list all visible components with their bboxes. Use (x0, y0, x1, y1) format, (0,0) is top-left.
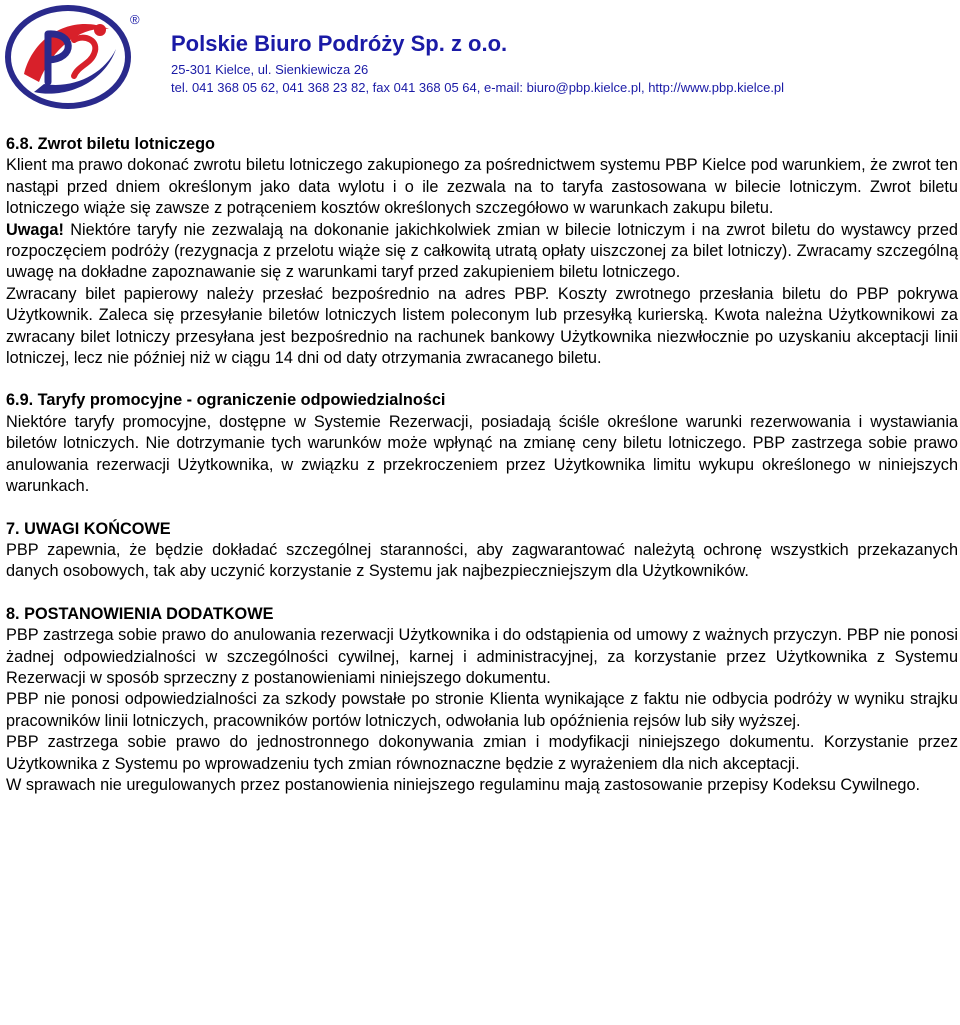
paragraph: W sprawach nie uregulowanych przez postanowienia niniejszego regulaminu mają zastosowanie przepisy Kodeksu Cywilnego. (6, 775, 921, 794)
paragraph: PBP nie ponosi odpowiedzialności za szkody powstałe po stronie Klienta wynikające z faktu nie odbycia podróży w wyniku strajku pracowników linii lotniczych, pracowników portów lotniczych, odwołania lub opóźnienia rejsów lub siły wyższej. (6, 690, 958, 730)
paragraph: PBP zapewnia, że będzie dokładać szczególnej staranności, aby zagwarantować należytą ochronę wszystkich przekazanych danych osobowych, tak aby uczynić korzystanie z Systemu jak najbezpieczniejszym dla Użytkowników. (6, 540, 958, 581)
paragraph: PBP zastrzega sobie prawo do jednostronnego dokonywania zmian i modyfikacji niniejszego dokumentu. Korzystanie przez Użytkownika z Systemu po wprowadzeniu tych zmian równoznaczne będzie z wyrażeniem dla nich akceptacji. (6, 733, 958, 773)
pbp-logo-icon (4, 4, 132, 110)
company-address: 25-301 Kielce, ul. Sienkiewicza 26 (171, 62, 369, 77)
paragraph: Zwracany bilet papierowy należy przesłać bezpośrednio na adres PBP. Koszty zwrotnego przesłania biletu do PBP pokrywa Użytkownik. Zaleca się przesyłanie biletów lotniczych listem poleconym lub przesyłką kurierską. Kwota należna Użytkownikowi za zwracany bilet lotniczy przesyłana jest bezpośrednio na rachunek bankowy Użytkownika niezwłocznie po uzyskaniu akceptacji linii lotniczej, lecz nie później niż w ciągu 14 dni od daty otrzymania zwracanego biletu. (6, 284, 958, 368)
section-heading: 6.8. Zwrot biletu lotniczego (6, 135, 215, 153)
company-contact: tel. 041 368 05 62, 041 368 23 82, fax 041 368 05 64, e-mail: biuro@pbp.kielce.pl, http://www.pbp.kielce.pl (171, 80, 785, 95)
section-heading: 6.9. Taryfy promocyjne - ograniczenie odpowiedzialności (6, 391, 446, 410)
paragraph: Klient ma prawo dokonać zwrotu biletu lotniczego zakupionego za pośrednictwem systemu PBP Kielce pod warunkiem, że zwrot ten nastąpi przed dniem określonym jako data wylotu i o ile zezwala na to taryfa zastosowana w bilecie lotniczym. Zwrot biletu lotniczego wiąże się zawsze z potrąceniem kosztów określonych szczegółowo w warunkach zakupu biletu. (6, 156, 958, 218)
document-body (6, 134, 958, 796)
company-name: Polskie Biuro Podróży Sp. z o.o. (171, 31, 508, 56)
note-text: Niektóre taryfy nie zezwalają na dokonanie jakichkolwiek zmian w bilecie lotniczym i na zwrot biletu do wystawcy przed rozpoczęciem podróży (rezygnacja z przelotu wiąże się z całkowitą utratą opłaty uiszczonej za bilet lotniczy). Zwracamy szczególną uwagę na dokładne zapoznawanie się z warunkami taryf przed zakupieniem biletu lotniczego. (6, 220, 958, 282)
paragraph-note (6, 220, 958, 284)
registered-mark: ® (130, 12, 140, 27)
section-heading: 8. POSTANOWIENIA DODATKOWE (6, 604, 274, 623)
paragraph: Niektóre taryfy promocyjne, dostępne w Systemie Rezerwacji, posiadają ściśle określone warunki rezerwowania i wystawiania biletów lotniczych. Nie dotrzymanie tych warunków może wpłynąć na zmianę ceny biletu lotniczego. PBP zastrzega sobie prawo anulowania rezerwacji Użytkownika, w związku z przekroczeniem przez Użytkownika limitu wykupu określonego w niniejszych warunkach. (6, 412, 958, 496)
note-label: Uwaga! (6, 220, 64, 239)
paragraph: PBP zastrzega sobie prawo do anulowania rezerwacji Użytkownika i do odstąpienia od umowy z ważnych przyczyn. PBP nie ponosi żadnej odpowiedzialności w szczególności cywilnej, karnej i administracyjnej, za korzystanie przez Użytkownika z Systemu Rezerwacji w sposób sprzeczny z postanowieniami niniejszego dokumentu. (6, 626, 958, 687)
page-header (0, 0, 960, 112)
section-heading: 7. UWAGI KOŃCOWE (6, 519, 171, 538)
